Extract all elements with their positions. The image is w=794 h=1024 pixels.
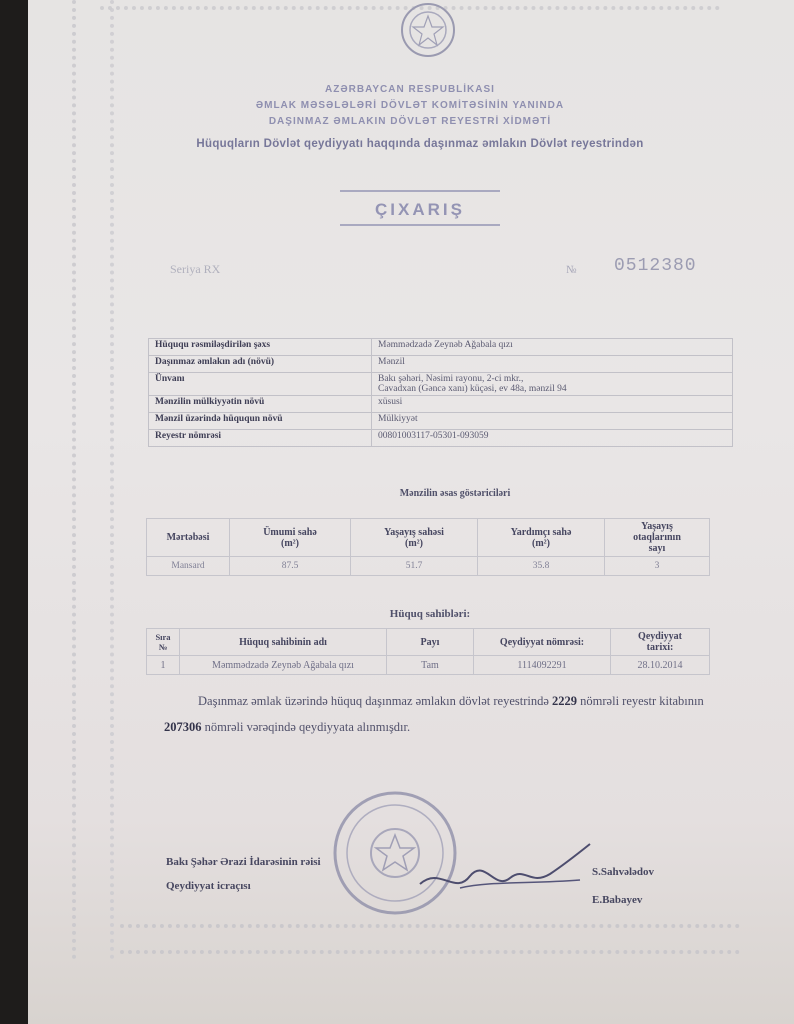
signatory-name-1: S.Sahvələdov xyxy=(592,866,655,878)
indicators-title: Mənzilin əsas göstəriciləri xyxy=(399,488,511,499)
serial-series: Seriya RX xyxy=(170,262,221,276)
info-value: 00801003117-05301-093059 xyxy=(372,430,733,447)
owners-table xyxy=(146,628,710,675)
info-value: Məmmədzadə Zeynəb Ağabala qızı xyxy=(372,339,733,356)
owners-title: Hüquq sahibləri: xyxy=(389,608,471,620)
signatory-name-2: E.Babayev xyxy=(592,894,643,906)
col-share: Payı xyxy=(387,629,474,656)
address-line-1: Bakı şəhəri, Nəsimi rayonu, 2-ci mkr., xyxy=(378,374,524,384)
col-aux-area: Yardımçı sahə (m²) xyxy=(478,519,605,557)
info-label: Mənzilin mülkiyyətin növü xyxy=(149,396,372,413)
header-subtitle: Hüquqların Dövlət qeydiyyatı haqqında daşınmaz əmlakın Dövlət reyestrindən xyxy=(196,138,644,150)
ornamental-border-bottom xyxy=(120,924,740,954)
table-row xyxy=(149,373,733,396)
para-sheet-number: 207306 xyxy=(164,720,202,734)
cell-share: Tam xyxy=(387,656,474,675)
col-index: Sıra № xyxy=(147,629,180,656)
info-value: xüsusi xyxy=(372,396,733,413)
table-row xyxy=(149,356,733,373)
info-label: Hüququ rəsmiləşdirilən şəxs xyxy=(149,339,372,356)
serial-no-label: № xyxy=(566,264,577,276)
cell-total-area: 87.5 xyxy=(230,557,351,576)
cell-owner-name: Məmmədzadə Zeynəb Ağabala qızı xyxy=(180,656,387,675)
signatory-left-role: Qeydiyyat icraçısı xyxy=(166,880,251,892)
cell-index: 1 xyxy=(147,656,180,675)
cell-rooms: 3 xyxy=(605,557,710,576)
property-info-table xyxy=(148,338,733,447)
serial-number: 0512380 xyxy=(614,256,697,276)
col-reg-date: Qeydiyyat tarixi: xyxy=(611,629,710,656)
title-rule-top xyxy=(340,190,500,192)
cell-reg-number: 1114092291 xyxy=(474,656,611,675)
para-text-1: Daşınmaz əmlak üzərində hüquq daşınmaz əmlakın dövlət reyestrində xyxy=(198,694,549,708)
cell-living-area: 51.7 xyxy=(351,557,478,576)
info-label: Mənzil üzərində hüququn növü xyxy=(149,413,372,430)
state-emblem-icon xyxy=(396,0,460,64)
handwritten-signature-icon xyxy=(400,836,600,906)
table-header-row xyxy=(147,519,710,557)
col-reg-number: Qeydiyyat nömrəsi: xyxy=(474,629,611,656)
info-value: Mənzil xyxy=(372,356,733,373)
document-title: ÇIXARIŞ xyxy=(375,200,465,219)
col-living-area: Yaşayış sahəsi (m²) xyxy=(351,519,478,557)
ornamental-border-left xyxy=(72,0,114,960)
para-registry-number: 2229 xyxy=(552,694,578,708)
info-label: Reyestr nömrəsi xyxy=(149,430,372,447)
cell-aux-area: 35.8 xyxy=(478,557,605,576)
registration-paragraph xyxy=(164,688,738,740)
header-service: DAŞINMAZ ƏMLAKIN DÖVLƏT REYESTRİ XİDMƏTİ xyxy=(268,116,552,127)
para-text-2: nömrəli reyestr kitabının xyxy=(580,694,704,708)
table-row xyxy=(147,656,710,675)
signatory-left-title: Bakı Şəhər Ərazi İdarəsinin rəisi xyxy=(166,856,321,868)
col-owner-name: Hüquq sahibinin adı xyxy=(180,629,387,656)
table-row xyxy=(149,396,733,413)
table-row xyxy=(149,430,733,447)
info-label: Daşınmaz əmlakın adı (növü) xyxy=(149,356,372,373)
cell-floor: Mansard xyxy=(147,557,230,576)
para-text-3: nömrəli vərəqində qeydiyyata alınmışdır. xyxy=(204,720,411,734)
indicators-table xyxy=(146,518,710,576)
binder-edge xyxy=(0,0,30,1024)
cell-reg-date: 28.10.2014 xyxy=(611,656,710,675)
table-header-row xyxy=(147,629,710,656)
title-rule-bottom xyxy=(340,224,500,226)
col-rooms: Yaşayış otaqlarının sayı xyxy=(605,519,710,557)
col-floor: Mərtəbəsi xyxy=(147,519,230,557)
table-row xyxy=(149,413,733,430)
info-value: Mülkiyyət xyxy=(372,413,733,430)
info-label: Ünvanı xyxy=(149,373,372,396)
col-total-area: Ümumi sahə (m²) xyxy=(230,519,351,557)
table-row xyxy=(149,339,733,356)
info-value-address xyxy=(372,373,733,396)
address-line-2: Cavadxan (Gəncə xanı) küçəsi, ev 48a, mənzil 94 xyxy=(378,384,567,394)
header-republic: AZƏRBAYCAN RESPUBLİKASI xyxy=(325,84,495,95)
table-row xyxy=(147,557,710,576)
header-committee: ƏMLAK MƏSƏLƏLƏRİ DÖVLƏT KOMİTƏSİNİN YANINDA xyxy=(255,100,565,111)
